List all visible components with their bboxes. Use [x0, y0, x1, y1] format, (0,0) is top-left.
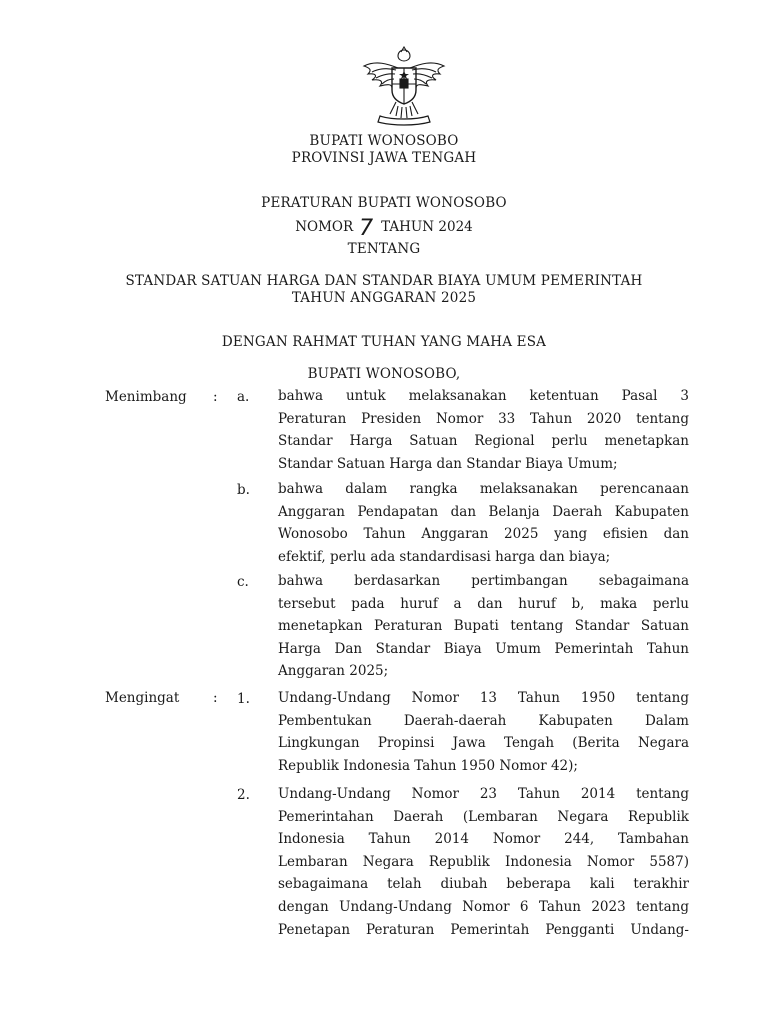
- text-line: Standar Satuan Harga dan Standar Biaya Umum;: [278, 455, 618, 472]
- menimbang-marker-c: c.: [237, 574, 249, 590]
- text-line: bahwa untuk melaksanakan ketentuan Pasal 3: [278, 388, 689, 404]
- menimbang-colon: :: [213, 389, 218, 405]
- menimbang-item-b: [278, 478, 689, 568]
- text-line: efektif, perlu ada standardisasi harga dan biaya;: [278, 548, 611, 565]
- text-line: Standar Harga Satuan Regional perlu menetapkan: [278, 433, 689, 450]
- regulation-title: PERATURAN BUPATI WONOSOBO: [261, 195, 507, 211]
- authority-line-2: PROVINSI JAWA TENGAH: [291, 150, 477, 166]
- text-line: Republik Indonesia Tahun 1950 Nomor 42);: [278, 757, 578, 774]
- menimbang-marker-a: a.: [237, 389, 250, 405]
- mengingat-colon: :: [213, 690, 218, 706]
- text-line: Penetapan Peraturan Pemerintah Pengganti Undang-: [278, 921, 689, 938]
- text-line: Undang-Undang Nomor 13 Tahun 1950 tentang: [278, 690, 689, 706]
- text-line: bahwa dalam rangka melaksanakan perencanaan: [278, 481, 689, 497]
- text-line: bahwa berdasarkan pertimbangan sebagaimana: [278, 573, 689, 589]
- text-line: Anggaran Pendapatan dan Belanja Daerah Kabupaten: [278, 503, 689, 520]
- text-line: Wonosobo Tahun Anggaran 2025 yang efisien dan: [278, 526, 689, 543]
- nomor-value: 7: [359, 216, 374, 241]
- nomor-label: NOMOR: [295, 219, 354, 235]
- tentang-heading: TENTANG: [347, 241, 421, 257]
- text-line: Peraturan Presiden Nomor 33 Tahun 2020 tentang: [278, 410, 689, 427]
- menimbang-item-a: [278, 385, 689, 475]
- text-line: Pemerintahan Daerah (Lembaran Negara Republik: [278, 808, 689, 825]
- text-line: Harga Dan Standar Biaya Umum Pemerintah Tahun: [278, 640, 689, 657]
- tahun-label: TAHUN 2024: [381, 219, 473, 235]
- menimbang-item-c: [278, 570, 689, 683]
- text-line: dengan Undang-Undang Nomor 6 Tahun 2023 tentang: [278, 898, 689, 915]
- subject-line-1: STANDAR SATUAN HARGA DAN STANDAR BIAYA UMUM PEMERINTAH: [125, 273, 643, 289]
- invocation: DENGAN RAHMAT TUHAN YANG MAHA ESA: [221, 334, 547, 350]
- mengingat-item-1: [278, 687, 689, 777]
- subject-line-2: TAHUN ANGGARAN 2025: [291, 290, 477, 306]
- text-line: Undang-Undang Nomor 23 Tahun 2014 tentang: [278, 786, 689, 802]
- text-line: Anggaran 2025;: [278, 663, 389, 680]
- text-line: Pembentukan Daerah-daerah Kabupaten Dalam: [278, 712, 689, 729]
- text-line: menetapkan Peraturan Bupati tentang Standar Satuan: [278, 618, 689, 635]
- mengingat-marker-2: 2.: [237, 787, 250, 803]
- menimbang-label: Menimbang: [105, 389, 187, 405]
- authority-line-1: BUPATI WONOSOBO: [309, 133, 459, 149]
- garuda-emblem-icon: [358, 46, 450, 128]
- mengingat-label: Mengingat: [105, 690, 180, 706]
- text-line: Lembaran Negara Republik Indonesia Nomor 5587): [278, 853, 689, 870]
- mengingat-item-2: [278, 783, 689, 941]
- mengingat-marker-1: 1.: [237, 691, 250, 707]
- text-line: Indonesia Tahun 2014 Nomor 244, Tambahan: [278, 831, 689, 848]
- text-line: tersebut pada huruf a dan huruf b, maka perlu: [278, 595, 689, 612]
- menimbang-marker-b: b.: [237, 482, 250, 498]
- text-line: Lingkungan Propinsi Jawa Tengah (Berita Negara: [278, 735, 689, 752]
- issuer: BUPATI WONOSOBO,: [307, 366, 461, 382]
- nomor-line: [0, 212, 768, 241]
- text-line: sebagaimana telah diubah beberapa kali terakhir: [278, 876, 689, 893]
